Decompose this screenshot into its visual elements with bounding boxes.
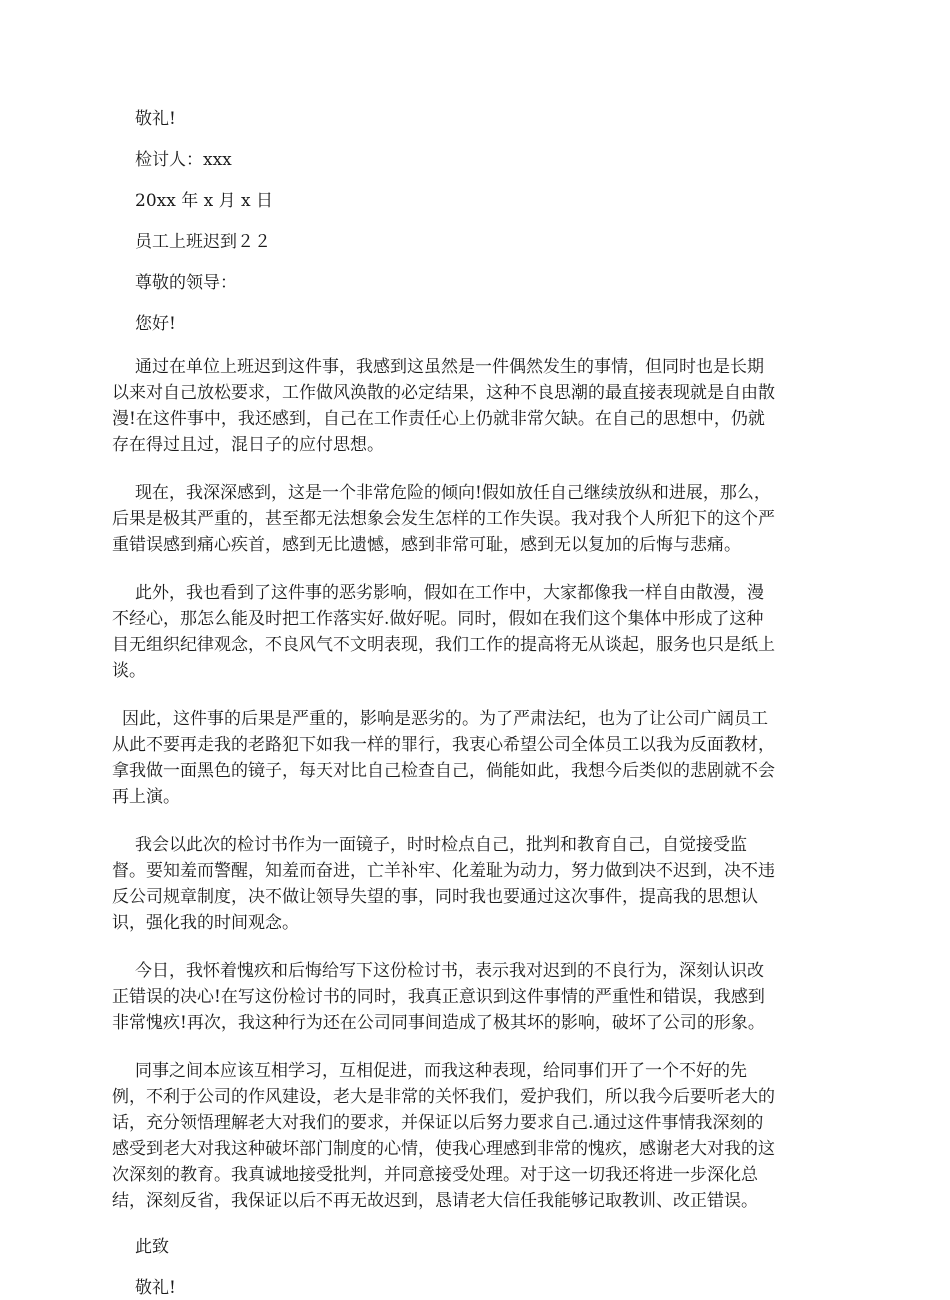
letter-body <box>112 354 818 1214</box>
document-title: 员工上班迟到２２ <box>135 232 271 252</box>
paragraph-line: 存在得过且过，混日子的应付思想。 <box>112 435 384 455</box>
paragraph-line: 识，强化我的时间观念。 <box>112 913 299 933</box>
paragraph-line: 我会以此次的检讨书作为一面镜子，时时检点自己，批判和教育自己，自觉接受监 <box>135 835 747 855</box>
paragraph-line: 从此不要再走我的老路犯下如我一样的罪行，我衷心希望公司全体员工以我为反面教材， <box>112 735 775 755</box>
salutation: 尊敬的领导： <box>135 273 237 293</box>
paragraph-line: 谈。 <box>112 661 146 681</box>
closing-line-2: 敬礼! <box>135 1278 176 1298</box>
paragraph-line: 反公司规章制度，决不做让领导失望的事，同时我也要通过这次事件，提高我的思想认 <box>112 887 758 907</box>
paragraph-line: 不经心，那怎么能及时把工作落实好.做好呢。同时，假如在我们这个集体中形成了这种 <box>112 609 764 629</box>
hello-line: 您好! <box>135 314 176 334</box>
paragraph <box>112 832 818 936</box>
paragraph <box>112 354 818 458</box>
paragraph-line: 目无组织纪律观念，不良风气不文明表现，我们工作的提高将无从谈起，服务也只是纸上 <box>112 635 775 655</box>
paragraph-line: 话，充分领悟理解老大对我们的要求，并保证以后努力要求自己.通过这件事情我深刻的 <box>112 1113 764 1133</box>
paragraph-line: 再上演。 <box>112 787 180 807</box>
paragraph-line: 次深刻的教育。我真诚地接受批判，并同意接受处理。对于这一切我还将进一步深化总 <box>112 1165 758 1185</box>
paragraph <box>112 580 818 684</box>
paragraph-line: 现在，我深深感到，这是一个非常危险的倾向!假如放任自己继续放纵和进展，那么， <box>135 483 771 503</box>
paragraph <box>112 706 818 810</box>
reviewer-signature: 检讨人：xxx <box>135 150 232 170</box>
paragraph-line: 漫!在这件事中，我还感到，自己在工作责任心上仍就非常欠缺。在自己的思想中，仍就 <box>112 409 765 429</box>
date-line: 20xx 年 x 月 x 日 <box>135 191 274 211</box>
paragraph <box>112 958 818 1036</box>
closing-line-1: 此致 <box>135 1237 169 1257</box>
paragraph-line: 正错误的决心!在写这份检讨书的同时，我真正意识到这件事情的严重性和错误，我感到 <box>112 987 765 1007</box>
paragraph-line: 今日，我怀着愧疚和后悔给写下这份检讨书，表示我对迟到的不良行为，深刻认识改 <box>135 961 764 981</box>
paragraph-line: 重错误感到痛心疾首，感到无比遗憾，感到非常可耻，感到无以复加的后悔与悲痛。 <box>112 535 741 555</box>
paragraph-line: 感受到老大对我这种破坏部门制度的心情，使我心理感到非常的愧疚，感谢老大对我的这 <box>112 1139 775 1159</box>
paragraph-line: 后果是极其严重的，甚至都无法想象会发生怎样的工作失误。我对我个人所犯下的这个严 <box>112 509 775 529</box>
greeting-top: 敬礼! <box>135 109 176 129</box>
paragraph-line: 例，不利于公司的作风建设，老大是非常的关怀我们，爱护我们，所以我今后要听老大的 <box>112 1087 775 1107</box>
paragraph-line: 拿我做一面黑色的镜子，每天对比自己检查自己，倘能如此，我想今后类似的悲剧就不会 <box>112 761 775 781</box>
paragraph-line: 同事之间本应该互相学习，互相促进，而我这种表现，给同事们开了一个不好的先 <box>135 1061 747 1081</box>
paragraph-line: 以来对自己放松要求，工作做风涣散的必定结果，这种不良思潮的最直接表现就是自由散 <box>112 383 775 403</box>
paragraph <box>112 1058 818 1214</box>
paragraph-line: 此外，我也看到了这件事的恶劣影响，假如在工作中，大家都像我一样自由散漫，漫 <box>135 583 764 603</box>
paragraph <box>112 480 818 558</box>
paragraph-line: 通过在单位上班迟到这件事，我感到这虽然是一件偶然发生的事情，但同时也是长期 <box>135 357 764 377</box>
paragraph-line: 结，深刻反省，我保证以后不再无故迟到，恳请老大信任我能够记取教训、改正错误。 <box>112 1191 758 1211</box>
paragraph-line: 督。要知羞而警醒，知羞而奋进，亡羊补牢、化羞耻为动力，努力做到决不迟到，决不违 <box>112 861 775 881</box>
paragraph-line: 因此，这件事的后果是严重的，影响是恶劣的。为了严肃法纪，也为了让公司广阔员工 <box>122 709 768 729</box>
paragraph-line: 非常愧疚!再次，我这种行为还在公司同事间造成了极其坏的影响，破坏了公司的形象。 <box>112 1013 765 1033</box>
